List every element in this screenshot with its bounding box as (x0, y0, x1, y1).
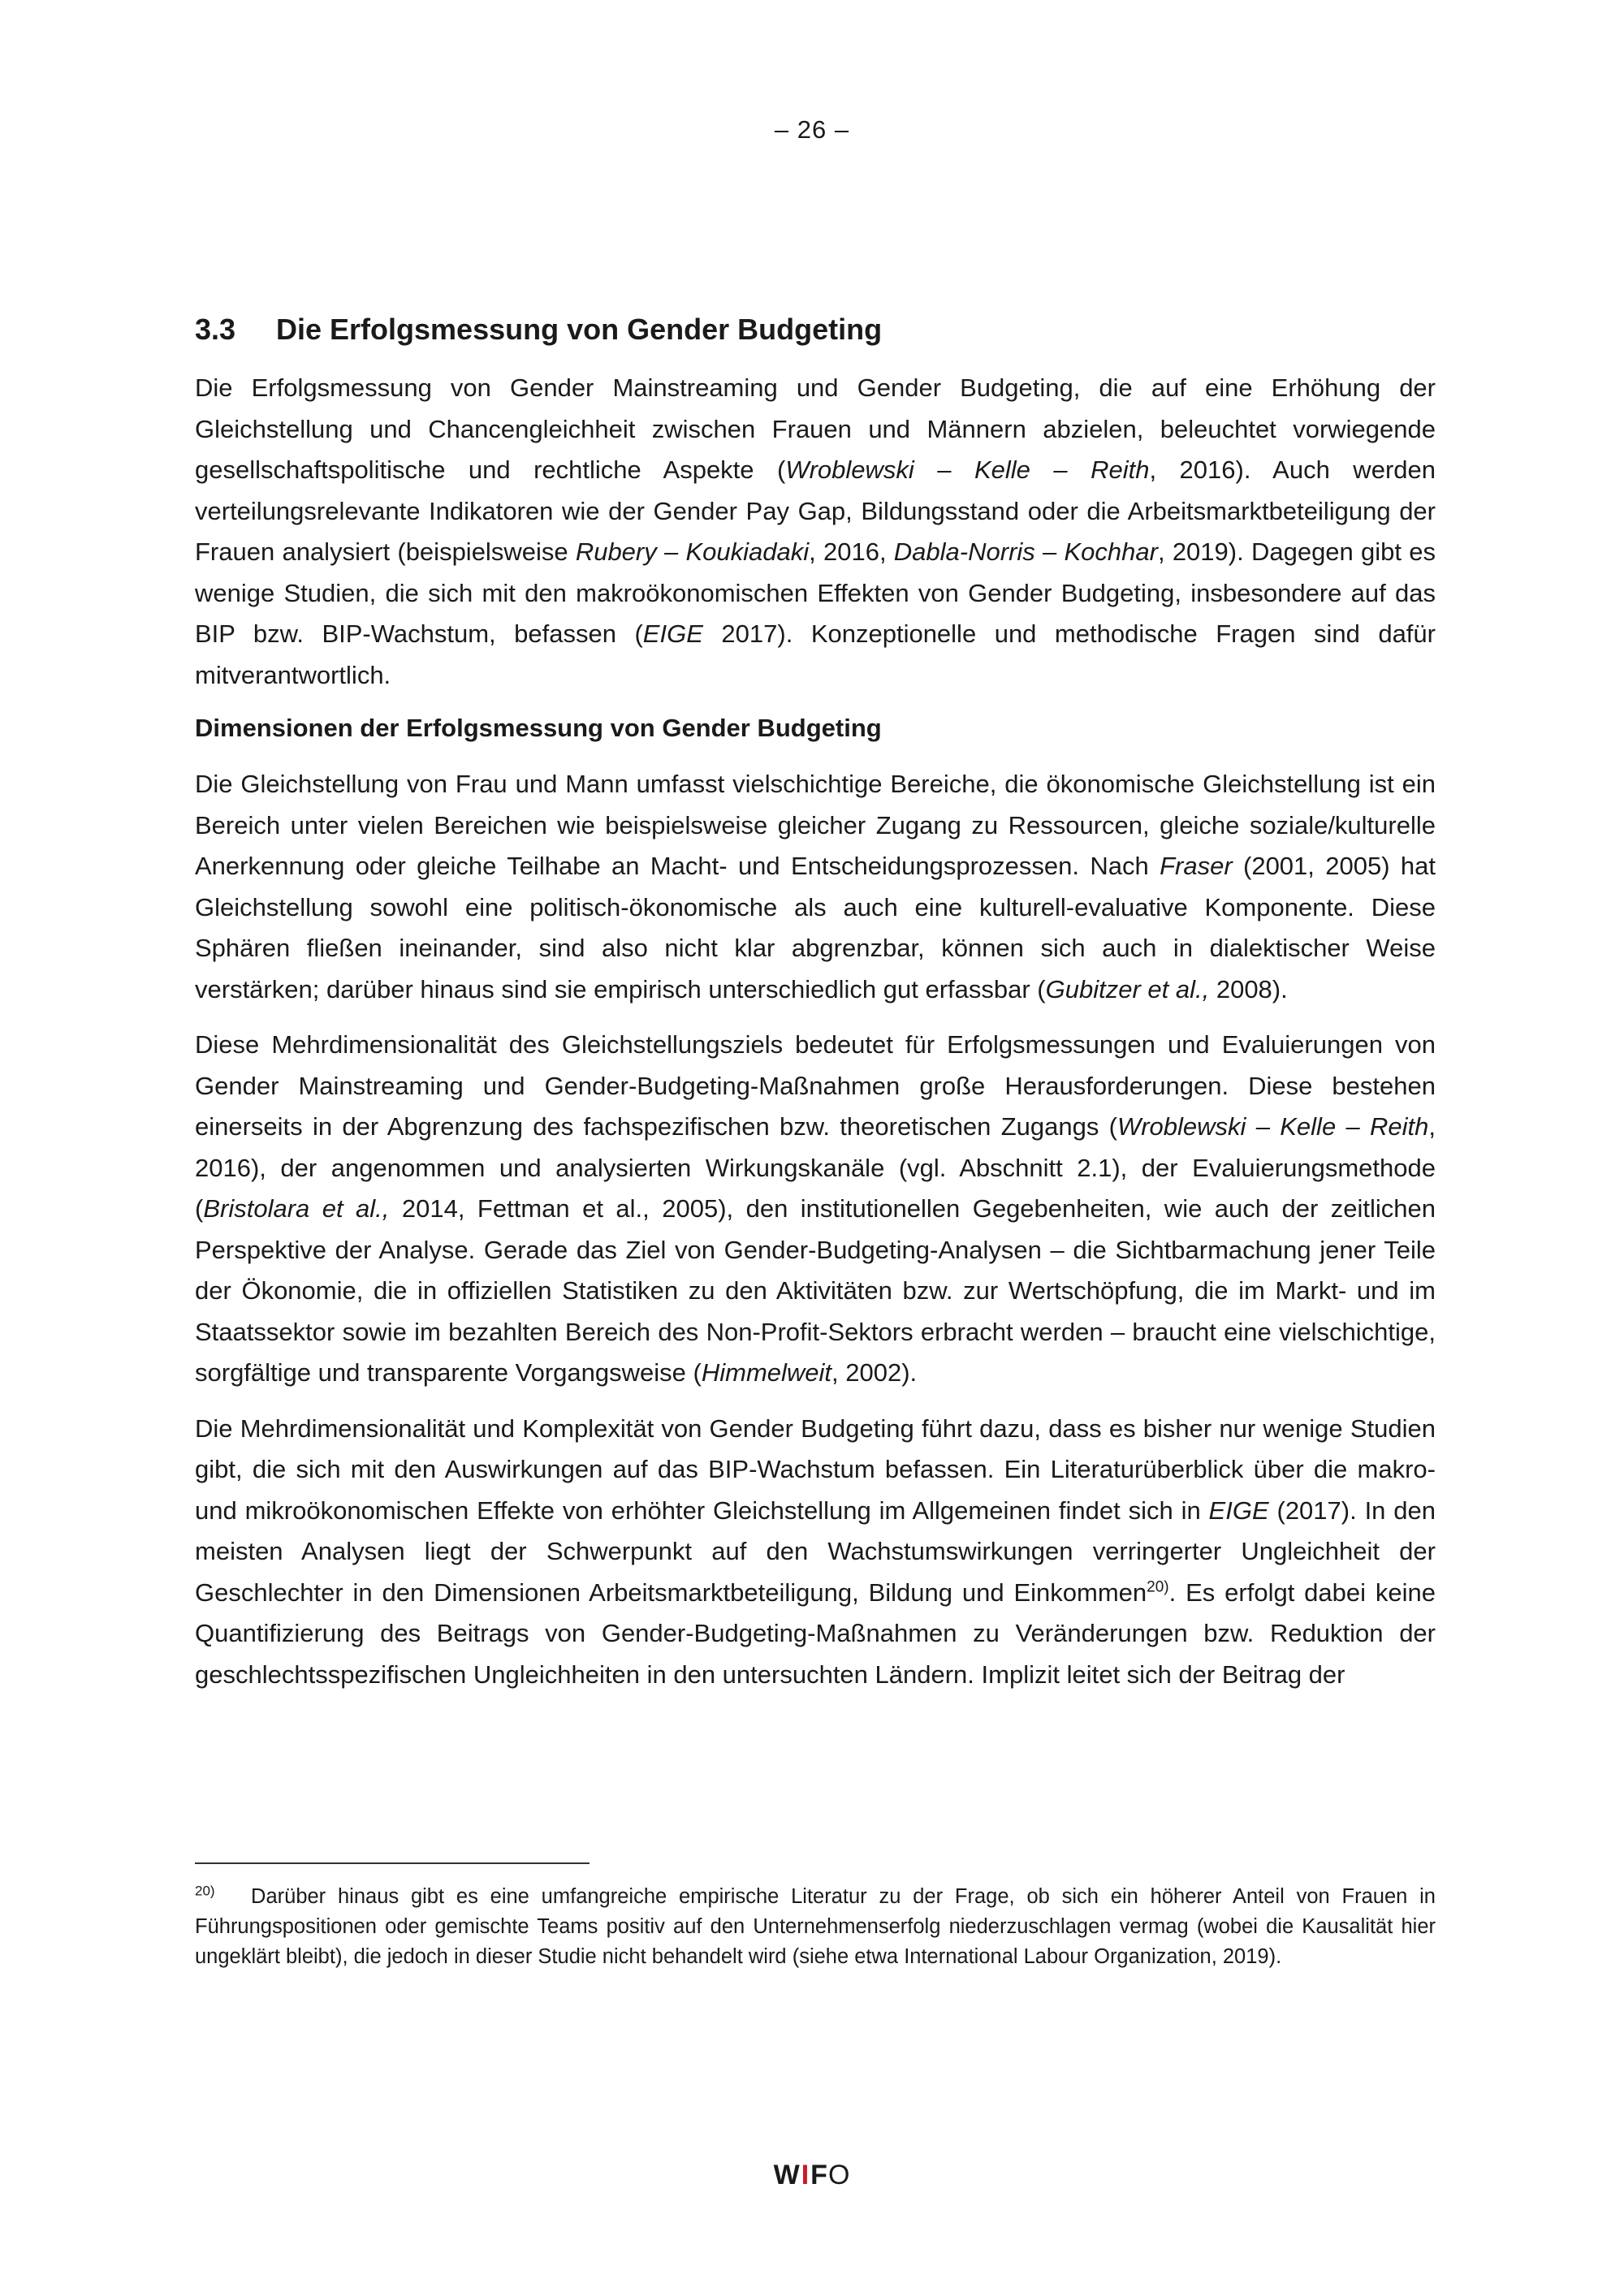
body-paragraph: Die Gleichstellung von Frau und Mann umfasst vielschichtige Bereiche, die ökonomische Gleichstellung ist ein Bereich unter vielen Bereichen wie beispielsweise gleicher Zugang zu Ressourcen, gleiche soziale/kulturelle Anerkennung oder gleiche Teilhabe an Macht- und Entscheidungsprozessen. Nach Fraser (2001, 2005) hat Gleichstellung sowohl eine politisch-ökonomische als auch eine kulturell-evaluative Komponente. Diese Sphären fließen ineinander, sind also nicht klar abgrenzbar, können sich auch in dialektischer Weise verstärken; darüber hinaus sind sie empirisch unterschiedlich gut erfassbar (Gubitzer et al., 2008). (195, 770, 1436, 1003)
footnote-text: Darüber hinaus gibt es eine umfangreiche empirische Literatur zu der Frage, ob sich ein höherer Anteil von Frauen in Führungspositionen oder gemischte Teams positiv auf den Unternehmenserfolg niederzuschlagen vermag (wobei die Kausalität hier ungeklärt bleibt), die jedoch in dieser Studie nicht behandelt wird (siehe etwa International Labour Organization, 2019). (195, 1885, 1436, 1968)
citation: EIGE (642, 619, 703, 648)
citation: Gubitzer et al., (1045, 974, 1210, 1003)
page-content (195, 313, 1436, 1695)
footnote-mark: 20) (195, 1883, 215, 1899)
citation: Bristolara et al., (203, 1194, 390, 1223)
section-heading (195, 313, 1436, 347)
footnote-divider (195, 1862, 590, 1864)
citation: Fraser (1160, 852, 1233, 880)
citation: Himmelweit (701, 1358, 832, 1387)
footnote-reference[interactable]: 20) (1147, 1578, 1169, 1596)
citation: Dabla-Norris – Kochhar (893, 537, 1158, 566)
page-number: – 26 – (774, 115, 850, 144)
subsection-heading: Dimensionen der Erfolgsmessung von Gender Budgeting (195, 714, 882, 742)
wifo-logo: WIFO (773, 2160, 851, 2190)
body-paragraph: Diese Mehrdimensionalität des Gleichstellungsziels bedeutet für Erfolgsmessungen und Evaluierungen von Gender Mainstreaming und Gender-Budgeting-Maßnahmen große Herausforderungen. Diese bestehen einerseits in der Abgrenzung des fachspezifischen bzw. theoretischen Zugangs (Wroblewski – Kelle – Reith, 2016), der angenommen und analysierten Wirkungskanäle (vgl. Abschnitt 2.1), der Evaluierungsmethode (Bristolara et al., 2014, Fettman et al., 2005), den institutionellen Gegebenheiten, wie auch der zeitlichen Perspektive der Analyse. Gerade das Ziel von Gender-Budgeting-Analysen – die Sichtbarmachung jener Teile der Ökonomie, die in offiziellen Statistiken zu den Aktivitäten bzw. zur Wertschöpfung, die im Markt- und im Staatssektor sowie im bezahlten Bereich des Non-Profit-Sektors erbracht werden – braucht eine vielschichtige, sorgfältige und transparente Vorgangsweise (Himmelweit, 2002). (195, 1030, 1436, 1387)
citation: Rubery – Koukiadaki (575, 537, 810, 566)
section-title: Die Erfolgsmessung von Gender Budgeting (276, 313, 883, 346)
citation: EIGE (1208, 1495, 1269, 1525)
intro-paragraph: Die Erfolgsmessung von Gender Mainstreaming und Gender Budgeting, die auf eine Erhöhung der Gleichstellung und Chancengleichheit zwischen Frauen und Männern abzielen, beleuchtet vorwiegende gesellschaftspolitische und rechtliche Aspekte (Wroblewski – Kelle – Reith, 2016). Auch werden verteilungsrelevante Indikatoren wie der Gender Pay Gap, Bildungsstand oder die Arbeitsmarktbeteiligung der Frauen analysiert (beispielsweise Rubery – Koukiadaki, 2016, Dabla-Norris – Kochhar, 2019). Dagegen gibt es wenige Studien, die sich mit den makroökonomischen Effekten von Gender Budgeting, insbesondere auf das BIP bzw. BIP-Wachstum, befassen (EIGE 2017). Konzeptionelle und methodische Fragen sind dafür mitverantwortlich. (195, 373, 1436, 689)
citation: Wroblewski – Kelle – Reith (785, 455, 1150, 484)
body-paragraph: Die Mehrdimensionalität und Komplexität von Gender Budgeting führt dazu, dass es bisher nur wenige Studien gibt, die sich mit den Auswirkungen auf das BIP-Wachstum befassen. Ein Literaturüberblick über die makro- und mikroökonomischen Effekte von erhöhter Gleichstellung im Allgemeinen findet sich in EIGE (2017). In den meisten Analysen liegt der Schwerpunkt auf den Wachstumswirkungen verringerter Ungleichheit der Geschlechter in den Dimensionen Arbeitsmarktbeteiligung, Bildung und Einkommen$^{20)}$. Es erfolgt dabei keine Quantifizierung des Beitrags von Gender-Budgeting-Maßnahmen zu Veränderungen bzw. Reduktion der geschlechtsspezifischen Ungleichheiten in den untersuchten Ländern. Implizit leitet sich der Beitrag der (195, 1413, 1436, 1689)
section-number: 3.3 (195, 313, 236, 346)
citation: Wroblewski – Kelle – Reith (1116, 1112, 1429, 1141)
footnote (195, 1882, 1436, 1972)
